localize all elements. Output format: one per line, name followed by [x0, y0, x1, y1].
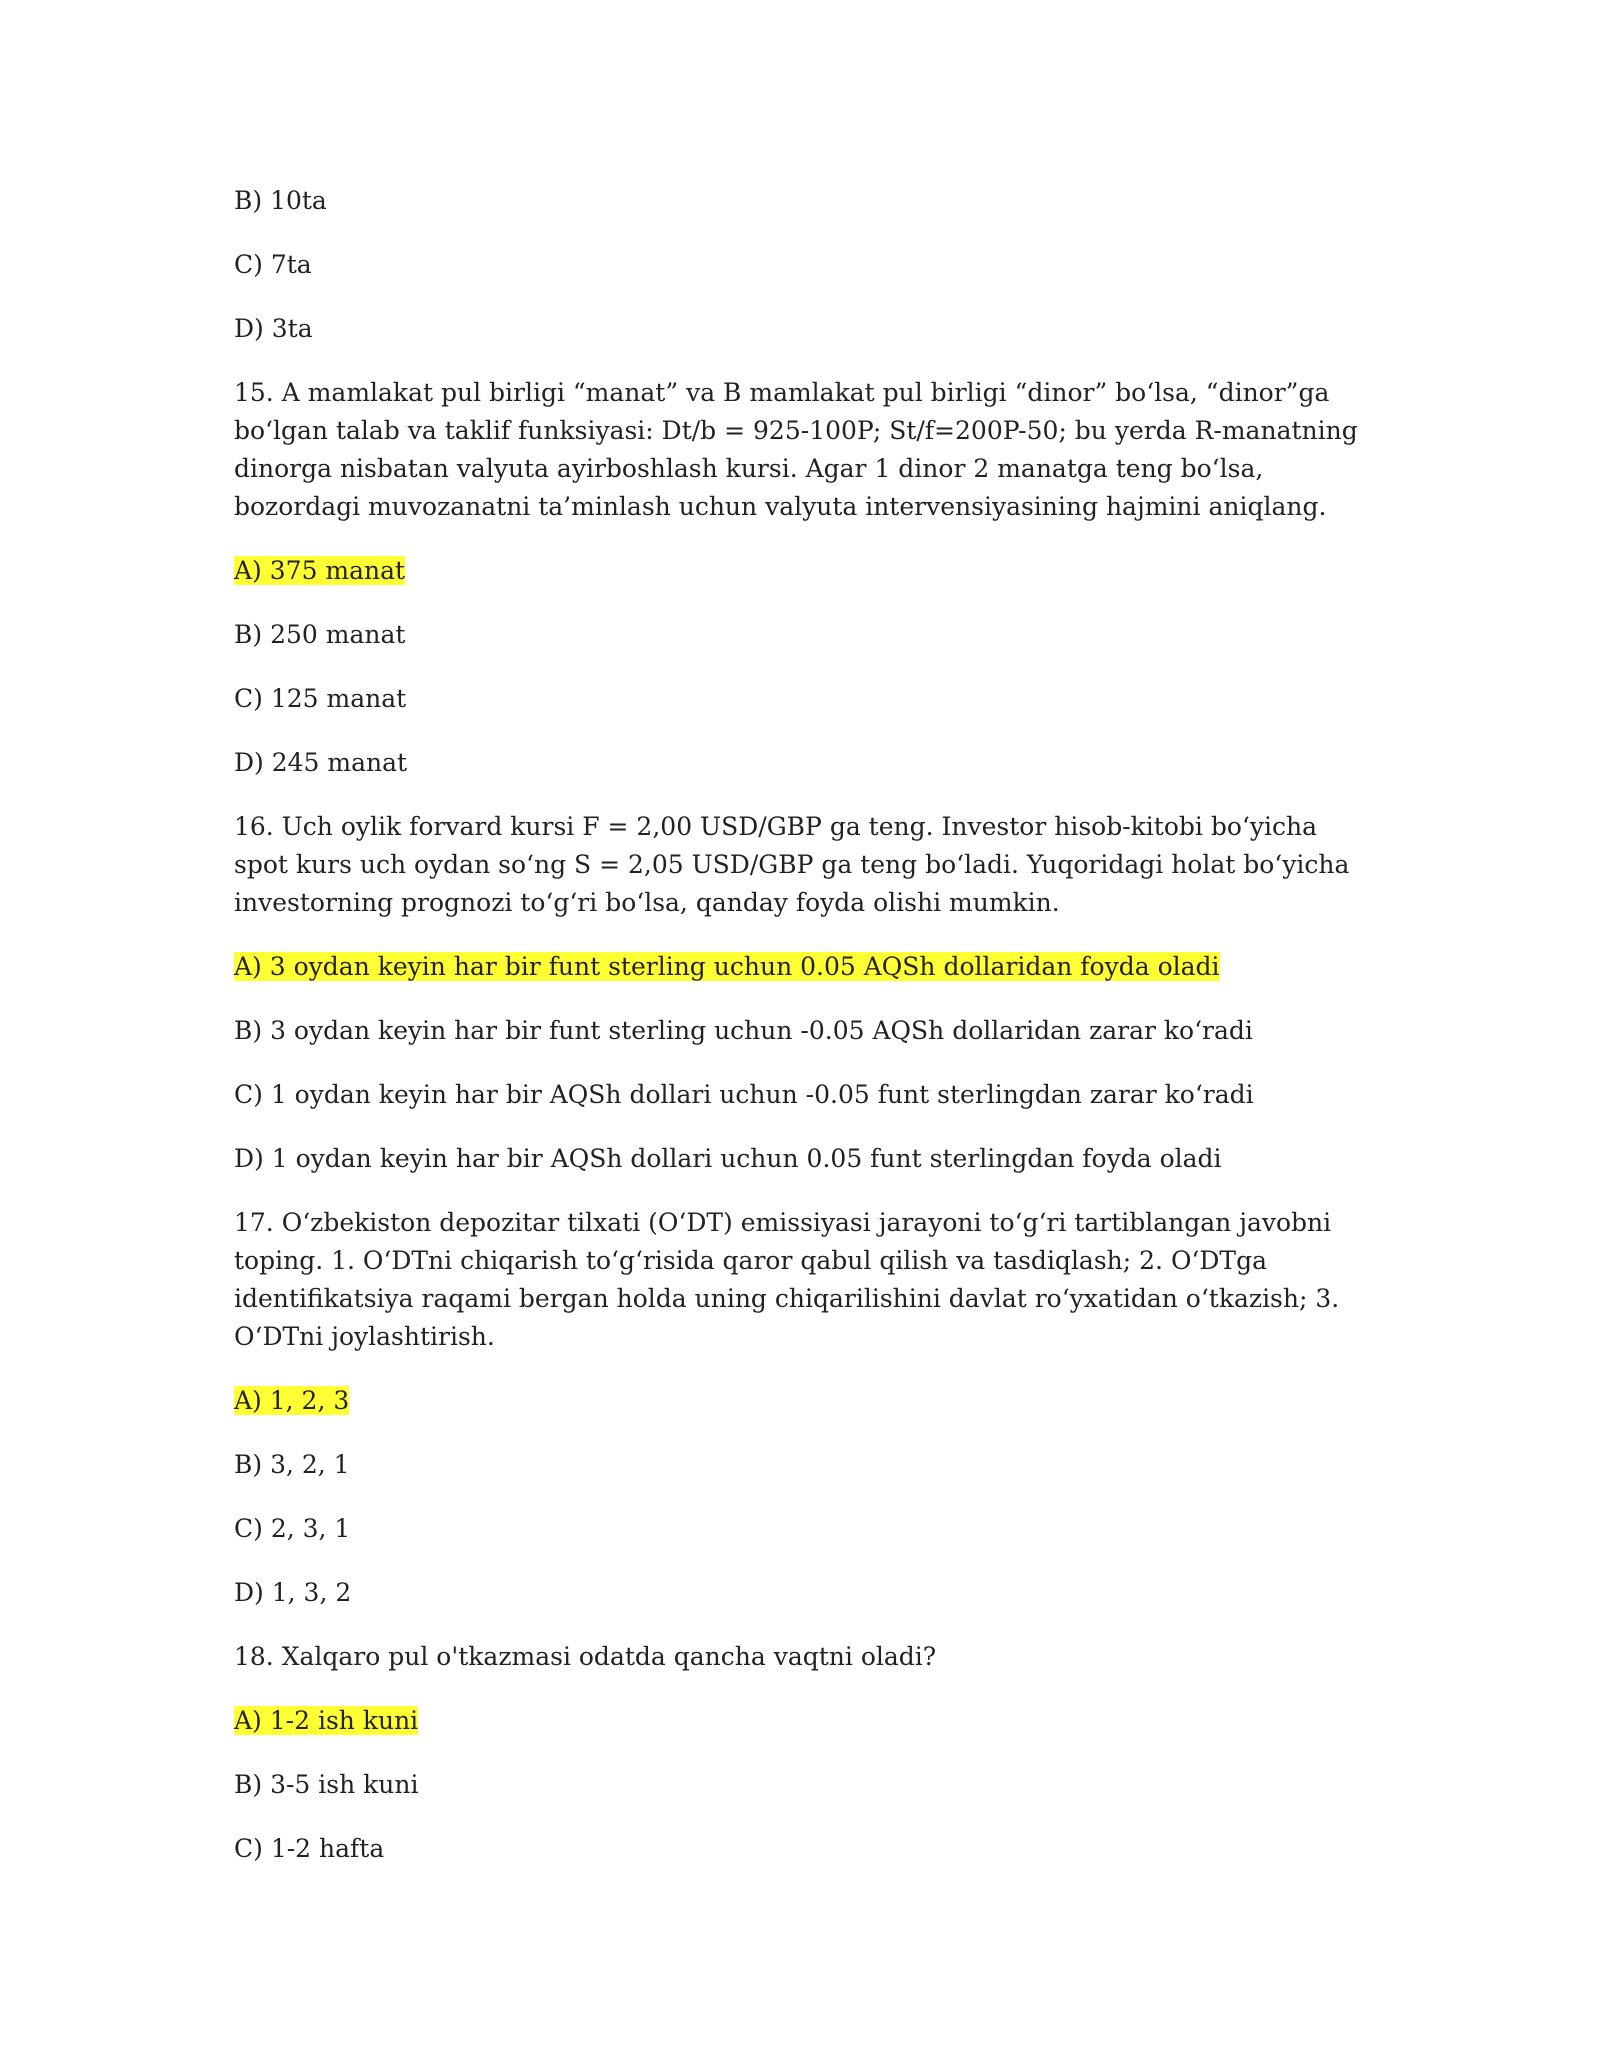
answer-option-correct — [234, 1702, 1364, 1740]
answer-option: C) 1 oydan keyin har bir AQSh dollari uchun -0.05 funt sterlingdan zarar ko‘radi — [234, 1080, 1254, 1109]
question-text: 18. Xalqaro pul o'tkazmasi odatda qancha vaqtni oladi? — [234, 1642, 937, 1671]
correct-answer-highlight: A) 3 oydan keyin har bir funt sterling uchun 0.05 AQSh dollaridan foyda oladi — [234, 952, 1220, 981]
answer-option: B) 3, 2, 1 — [234, 1450, 350, 1479]
answer-option: B) 10ta — [234, 186, 327, 215]
document-page — [234, 182, 1364, 1894]
question-14-block — [234, 182, 1364, 348]
question-text: 15. A mamlakat pul birligi “manat” va B mamlakat pul birligi “dinor” bo‘lsa, “dinor”ga bo‘lgan talab va taklif funksiyasi: Dt/b = 925-100P; St/f=200P-50; bu yerda R-manatning dinorga nisbatan valyuta ayirboshlash kursi. Agar 1 dinor 2 manatga teng bo‘lsa, bozordagi muvozanatni ta’minlash uchun valyuta intervensiyasining hajmini aniqlang. — [234, 378, 1358, 521]
answer-option: B) 3 oydan keyin har bir funt sterling uchun -0.05 AQSh dollaridan zarar ko‘radi — [234, 1016, 1253, 1045]
answer-option-correct — [234, 948, 1364, 986]
answer-option: C) 1-2 hafta — [234, 1834, 385, 1863]
answer-option: D) 1 oydan keyin har bir AQSh dollari uchun 0.05 funt sterlingdan foyda oladi — [234, 1144, 1222, 1173]
answer-option: D) 1, 3, 2 — [234, 1578, 352, 1607]
correct-answer-highlight: A) 375 manat — [234, 556, 406, 585]
answer-option: D) 245 manat — [234, 748, 408, 777]
question-18-block — [234, 1638, 1364, 1868]
answer-option-correct — [234, 1382, 1364, 1420]
answer-option: D) 3ta — [234, 314, 313, 343]
question-text: 17. O‘zbekiston depozitar tilxati (O‘DT) emissiyasi jarayoni to‘g‘ri tartiblangan javobni toping. 1. O‘DTni chiqarish to‘g‘risida qaror qabul qilish va tasdiqlash; 2. O‘DTga identifikatsiya raqami bergan holda uning chiqarilishini davlat ro‘yxatidan o‘tkazish; 3. O‘DTni joylashtirish. — [234, 1208, 1340, 1351]
answer-option: B) 250 manat — [234, 620, 406, 649]
question-17-block — [234, 1204, 1364, 1612]
correct-answer-highlight: A) 1, 2, 3 — [234, 1386, 350, 1415]
answer-option-correct — [234, 552, 1364, 590]
question-16-block — [234, 808, 1364, 1178]
question-text: 16. Uch oylik forvard kursi F = 2,00 USD/GBP ga teng. Investor hisob-kitobi bo‘yicha spot kurs uch oydan so‘ng S = 2,05 USD/GBP ga teng bo‘ladi. Yuqoridagi holat bo‘yicha investorning prognozi to‘g‘ri bo‘lsa, qanday foyda olishi mumkin. — [234, 812, 1350, 917]
answer-option: C) 7ta — [234, 250, 312, 279]
answer-option: C) 2, 3, 1 — [234, 1514, 351, 1543]
answer-option: C) 125 manat — [234, 684, 407, 713]
question-15-block — [234, 374, 1364, 782]
answer-option: B) 3-5 ish kuni — [234, 1770, 419, 1799]
correct-answer-highlight: A) 1-2 ish kuni — [234, 1706, 419, 1735]
